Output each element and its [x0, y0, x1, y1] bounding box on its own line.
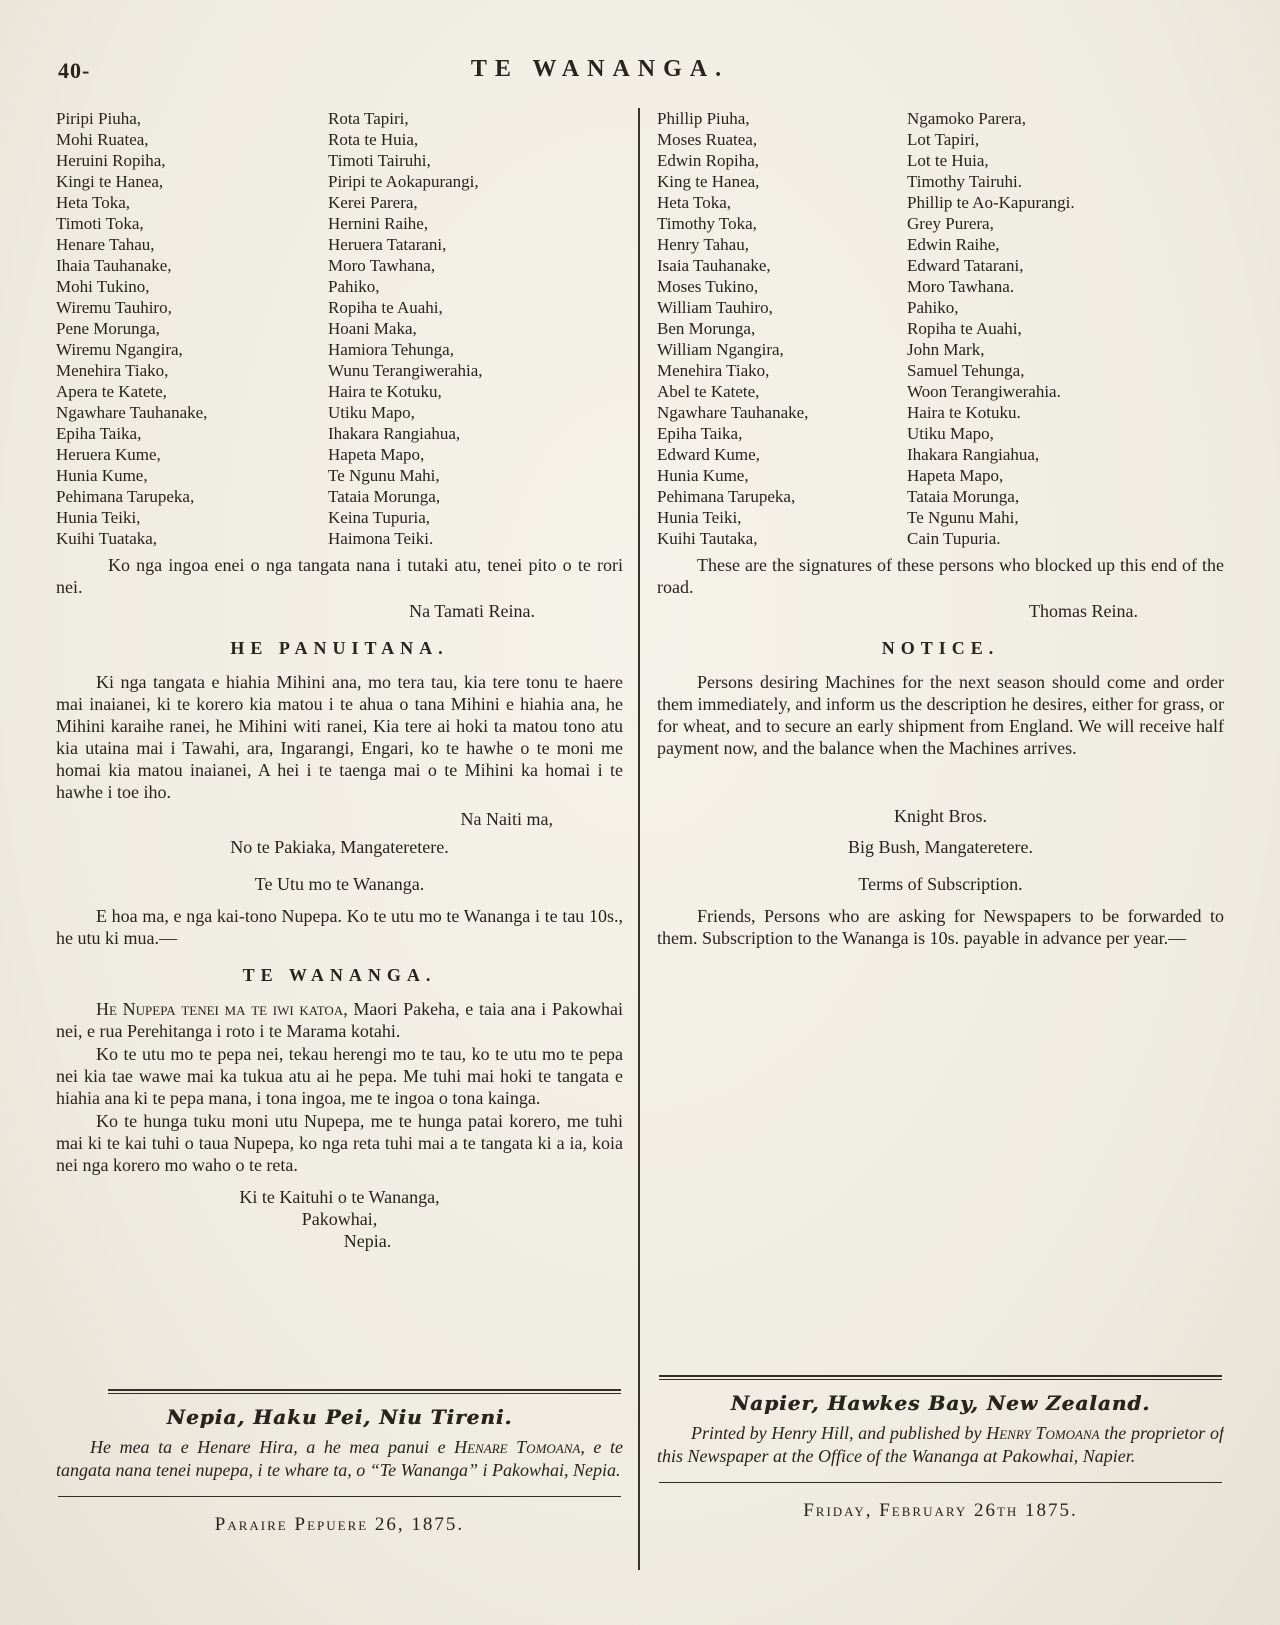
english-imprint-publisher-name: Henry Tomoana [986, 1423, 1100, 1443]
signatory-name: Timothy Toka, [657, 214, 757, 233]
signatory-name: Utiku Mapo, [328, 403, 415, 422]
signatory-name: Menehira Tiako, [657, 361, 770, 380]
signatory-name: Piripi Piuha, [56, 109, 142, 128]
signatory-name: Mohi Tukino, [56, 277, 150, 296]
heading-terms-of-subscription: Terms of Subscription. [858, 874, 1023, 894]
signatory-name: Te Ngunu Mahi, [328, 466, 440, 485]
signatory-name: William Ngangira, [657, 340, 784, 359]
signatory-name: Mohi Ruatea, [56, 130, 149, 149]
signatory-name: Keina Tupuria, [328, 508, 430, 527]
signatory-name: Henry Tahau, [657, 235, 749, 254]
signatory-name: Pene Morunga, [56, 319, 160, 338]
english-machine-notice-signature: Knight Bros. [893, 806, 987, 826]
maori-imprint-seg-1: He mea ta e Henare Hira, a he mea panui e [90, 1437, 455, 1457]
signatory-name: Cain Tupuria. [907, 529, 1001, 548]
signatory-name: Edward Tatarani, [907, 256, 1024, 275]
signatory-name: Wunu Terangiwerahia, [328, 361, 483, 380]
signatory-name: Ihakara Rangiahua, [907, 445, 1040, 464]
signatory-name: Ngamoko Parera, [907, 109, 1026, 128]
maori-closing-statement: Ko nga ingoa enei o nga tangata nana i tutaki atu, tenei pito o te rori nei. [56, 555, 623, 597]
maori-wananga-para-3: Ko te hunga tuku moni utu Nupepa, me te hunga patai korero, me tuhi mai ki te kai tuhi o taua Nupepa, ko nga reta tuhi mai a te tangata ki a ia, koia nei nga korero mo waho o te reta. [56, 1111, 623, 1175]
signatory-name: Ngawhare Tauhanake, [657, 403, 809, 422]
maori-imprint-publisher-name: Henare Tomoana, [454, 1437, 585, 1457]
maori-address-line-2: Pakowhai, [301, 1209, 378, 1229]
signatory-name: Pahiko, [907, 298, 959, 317]
signatory-name: Timoti Tairuhi, [328, 151, 431, 170]
signatory-name: Abel te Katete, [657, 382, 760, 401]
page-header [0, 0, 1280, 104]
signatory-name: Rota te Huia, [328, 130, 419, 149]
signatory-name: Hoani Maka, [328, 319, 417, 338]
signatory-name: Kingi te Hanea, [56, 172, 164, 191]
english-names-col-2 [907, 108, 1224, 549]
signatory-name: Kerei Parera, [328, 193, 418, 212]
maori-address-line-3: Nepia. [343, 1231, 392, 1251]
english-closing-statement: These are the signatures of these persons who blocked up this end of the road. [657, 555, 1224, 597]
signatory-name: Timoti Toka, [56, 214, 144, 233]
signatory-name: Hapeta Mapo, [328, 445, 425, 464]
signatory-name: Edward Kume, [657, 445, 760, 464]
maori-names-col-1 [56, 108, 328, 549]
maori-names-col-2 [328, 108, 623, 549]
english-subscription-body: Friends, Persons who are asking for Newspapers to be forwarded to them. Subscription to the Wananga is 10s. payable in advance per year.— [657, 906, 1224, 948]
signatory-name: Tataia Morunga, [328, 487, 441, 506]
signatory-name: John Mark, [907, 340, 985, 359]
signatory-name: Henare Tahau, [56, 235, 155, 254]
signatory-name: Moses Ruatea, [657, 130, 758, 149]
signatory-name: Edwin Ropiha, [657, 151, 759, 170]
english-imprint-heading: Napier, Hawkes Bay, New Zealand. [730, 1391, 1151, 1415]
signatory-name: Hunia Kume, [56, 466, 148, 485]
maori-machine-notice-signature: Na Naiti ma, [460, 809, 553, 829]
english-signatory-names [657, 108, 1224, 549]
signatory-name: Piripi te Aokapurangi, [328, 172, 479, 191]
signatory-name: Heruini Ropiha, [56, 151, 166, 170]
signatory-name: Ropiha te Auahi, [907, 319, 1022, 338]
maori-imprint-heading: Nepia, Haku Pei, Niu Tireni. [166, 1405, 513, 1429]
signatory-name: Pehimana Tarupeka, [56, 487, 195, 506]
signatory-name: Utiku Mapo, [907, 424, 994, 443]
signatory-name: Apera te Katete, [56, 382, 167, 401]
signatory-name: Hapeta Mapo, [907, 466, 1004, 485]
signatory-name: Phillip Piuha, [657, 109, 750, 128]
english-machine-notice-address: Big Bush, Mangateretere. [848, 837, 1033, 857]
signatory-name: Pahiko, [328, 277, 380, 296]
columns-container [56, 108, 1224, 1570]
maori-date-line: Paraire Pepuere 26, 1875. [214, 1514, 465, 1535]
signatory-name: Phillip te Ao-Kapurangi. [907, 193, 1075, 212]
signatory-name: King te Hanea, [657, 172, 760, 191]
signatory-name: Lot te Huia, [907, 151, 989, 170]
signatory-name: Hunia Teiki, [657, 508, 742, 527]
english-imprint-text [657, 1422, 1224, 1468]
signatory-name: Heruera Tatarani, [328, 235, 447, 254]
signatory-name: Woon Terangiwerahia. [907, 382, 1061, 401]
signatory-name: Ropiha te Auahi, [328, 298, 443, 317]
signatory-name: Kuihi Tautaka, [657, 529, 758, 548]
signatory-name: Pehimana Tarupeka, [657, 487, 796, 506]
signatory-name: Haimona Teiki. [328, 529, 434, 548]
signatory-name: Haira te Kotuku. [907, 403, 1021, 422]
signatory-name: Edwin Raihe, [907, 235, 1000, 254]
masthead-title: TE WANANGA. [470, 56, 730, 82]
maori-closing-signature: Na Tamati Reina. [409, 601, 535, 621]
signatory-name: Hamiora Tehunga, [328, 340, 454, 359]
maori-imprint-text [56, 1436, 623, 1482]
double-rule [659, 1375, 1222, 1380]
signatory-name: Ihakara Rangiahua, [328, 424, 461, 443]
maori-signatory-names [56, 108, 623, 549]
heading-he-panuitana: HE PANUITANA. [230, 638, 449, 658]
signatory-name: Heruera Kume, [56, 445, 161, 464]
signatory-name: Ngawhare Tauhanake, [56, 403, 208, 422]
signatory-name: Moses Tukino, [657, 277, 759, 296]
english-imprint-seg-1: Printed by Henry Hill, and published by [691, 1423, 987, 1443]
signatory-name: Heta Toka, [657, 193, 732, 212]
signatory-name: Isaia Tauhanake, [657, 256, 771, 275]
signatory-name: Grey Purera, [907, 214, 994, 233]
signatory-name: Lot Tapiri, [907, 130, 980, 149]
signatory-name: Hernini Raihe, [328, 214, 429, 233]
signatory-name: Moro Tawhana. [907, 277, 1015, 296]
english-imprint-block [657, 1375, 1224, 1522]
double-rule [108, 1389, 621, 1394]
signatory-name: Tataia Morunga, [907, 487, 1020, 506]
signatory-name: Hunia Teiki, [56, 508, 141, 527]
signatory-name: Wiremu Tauhiro, [56, 298, 172, 317]
signatory-name: Samuel Tehunga, [907, 361, 1025, 380]
english-machine-notice-body: Persons desiring Machines for the next season should come and order them immediately, and inform us the description he desires, either for grass, or for wheat, and to secure an early shipment from England. We will receive half payment now, and the balance when the Machines arrives. [657, 672, 1224, 758]
signatory-name: Heta Toka, [56, 193, 131, 212]
english-imprint-seg-3: the proprietor of this Newspaper at the Office of the Wananga at Pakowhai, Napier. [657, 1423, 1224, 1466]
maori-machine-notice-address: No te Pakiaka, Mangateretere. [230, 837, 449, 857]
heading-te-utu: Te Utu mo te Wananga. [254, 874, 425, 894]
maori-imprint-seg-3: e te tangata nana tenei nupepa, i te whare ta, o “Te Wananga” i Pakowhai, Nepia. [56, 1437, 623, 1480]
heading-te-wananga: TE WANANGA. [242, 965, 437, 985]
english-column [640, 108, 1224, 1570]
wananga-lead-rest: Maori Pakeha, e taia ana i Pakowhai nei, e rua Perehitanga i roto i te Marama kotahi. [56, 999, 623, 1041]
maori-imprint-block [56, 1389, 623, 1536]
signatory-name: Ben Morunga, [657, 319, 756, 338]
english-closing-signature: Thomas Reina. [1029, 601, 1138, 621]
signatory-name: Epiha Taika, [56, 424, 142, 443]
maori-machine-notice-body: Ki nga tangata e hiahia Mihini ana, mo tera tau, kia tere tonu te haere mai inaianei, ki te korero kia matou i te ahua o tana Mihini e hiahia ana, he Mihini karaihe ranei, he Mihini witi ranei, Kia tere ai hoki ta matou tono atu kia utaina mai i Tawahi, ara, Ingarangi, Engari, ko te hawhe o te moni me homai kia matou inaianei, A hei i te taenga mai o te Mihini ka homai i te hawhe i toe iho. [56, 672, 623, 802]
signatory-name: Kuihi Tuataka, [56, 529, 158, 548]
english-names-col-1 [657, 108, 907, 549]
signatory-name: Haira te Kotuku, [328, 382, 442, 401]
signatory-name: Rota Tapiri, [328, 109, 409, 128]
signatory-name: Wiremu Ngangira, [56, 340, 183, 359]
signatory-name: Epiha Taika, [657, 424, 743, 443]
maori-wananga-para-1 [56, 998, 623, 1042]
signatory-name: Menehira Tiako, [56, 361, 169, 380]
signatory-name: Timothy Tairuhi. [907, 172, 1022, 191]
signatory-name: Hunia Kume, [657, 466, 749, 485]
wananga-lead-smallcaps: He Nupepa tenei ma te iwi katoa, [96, 999, 348, 1019]
signatory-name: Te Ngunu Mahi, [907, 508, 1019, 527]
english-date-line: Friday, February 26th 1875. [803, 1500, 1078, 1521]
page-number: 40- [58, 58, 91, 83]
maori-subscription-body: E hoa ma, e nga kai-tono Nupepa. Ko te utu mo te Wananga i te tau 10s., he utu ki mua.— [56, 906, 623, 948]
heading-notice: NOTICE. [881, 638, 1000, 658]
maori-wananga-para-2: Ko te utu mo te pepa nei, tekau herengi mo te tau, ko te utu mo te pepa nei kia tae wawe mai ka tukua atu ai he pepa. Me tuhi mai hoki te tangata e hiahia ana ki te pepa mana, i tona ingoa, me te ingoa o tona kainga. [56, 1044, 623, 1108]
signatory-name: Moro Tawhana, [328, 256, 436, 275]
signatory-name: Ihaia Tauhanake, [56, 256, 172, 275]
maori-column [56, 108, 638, 1570]
maori-address-line-1: Ki te Kaituhi o te Wananga, [239, 1187, 440, 1207]
signatory-name: William Tauhiro, [657, 298, 773, 317]
